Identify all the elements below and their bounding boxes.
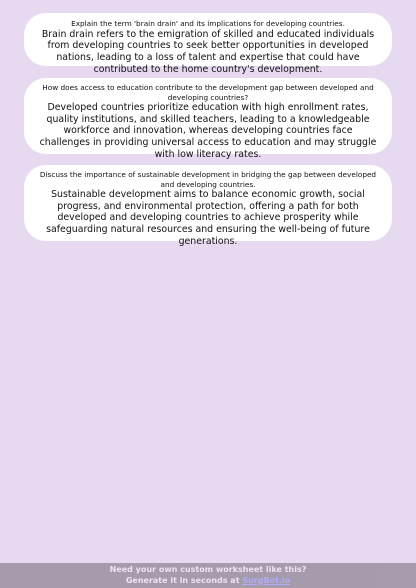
footer-line-1: Need your own custom worksheet like this? — [109, 565, 307, 574]
promo-footer — [0, 563, 416, 588]
question-text: How does access to education contribute to the development gap between developed and developing countries? — [42, 83, 374, 102]
question-card-1 — [24, 13, 392, 75]
answer-text: Brain drain refers to the emigration of skilled and educated individuals from developing countries to seek better opportunities in developed nations, leading to a loss of talent and expertise that could have contributed to the home country's development. — [41, 28, 375, 75]
answer-text: Developed countries prioritize education with high enrollment rates, quality institutions, and skilled teachers, leading to a knowledgeable workforce and innovation, whereas developing countries face challenges in providing universal access to education and may struggle with low literacy rates. — [39, 102, 377, 160]
answer-text: Sustainable development aims to balance economic growth, social progress, and environmental protection, offering a path for both developed and developing countries to achieve prosperity while safeguarding natural resources and ensuring the well-being of future generations. — [46, 189, 370, 247]
question-text: Explain the term 'brain drain' and its implications for developing countries. — [71, 19, 345, 28]
question-card-2 — [24, 78, 392, 160]
footer-line-2 — [0, 576, 416, 587]
question-card-3 — [24, 165, 392, 247]
question-text: Discuss the importance of sustainable development in bridging the gap between developed and developing countries. — [39, 170, 377, 189]
surgbot-link[interactable]: SurgBot.io — [242, 575, 291, 585]
footer-line-2-prefix: Generate it in seconds at — [125, 575, 243, 585]
